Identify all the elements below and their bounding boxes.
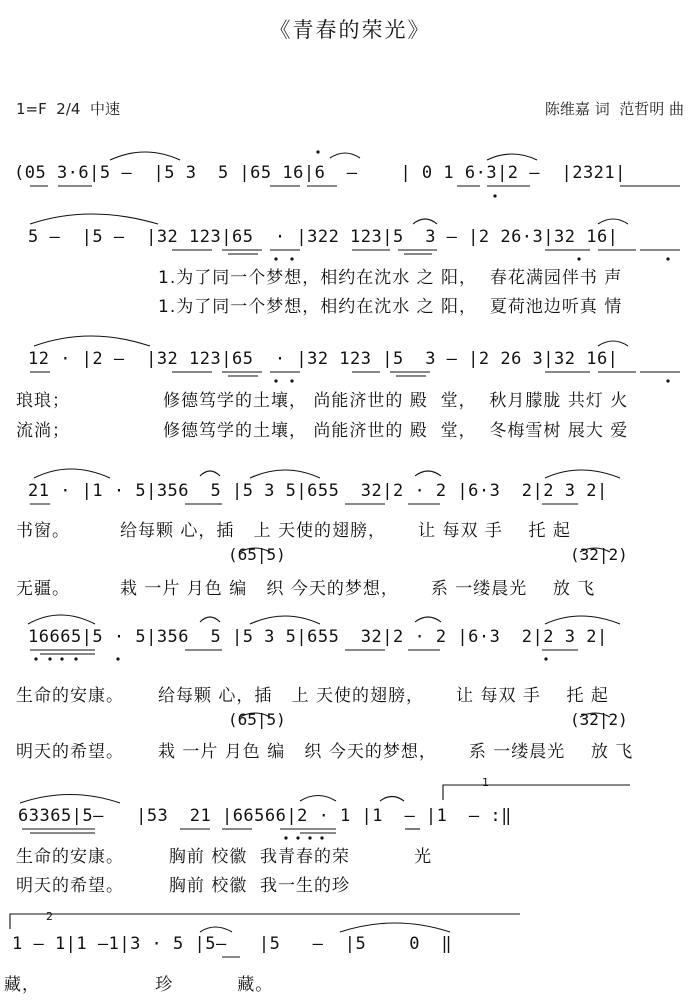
credits: 陈维嘉 词 范哲明 曲 <box>544 100 684 118</box>
lyric-lead: 书窗。 <box>16 521 70 541</box>
lyric-line: 1.为了同一个梦想，相约在沈水 之 阳， 春花满园伴书 声 <box>158 268 623 288</box>
key-tempo: 1=F 2/4 中速 <box>16 100 120 118</box>
score-line-4: 21 · |1 · 5|356 5 |5 3 5|655 32|2 · 2 |6·3 2|2 3 2| <box>28 481 608 501</box>
volta-2-number: 2 <box>46 910 53 923</box>
lyric-lead: 流淌； <box>16 421 70 441</box>
lyric-lead: 明天的希望。 <box>16 742 124 762</box>
alt-notes: (65|5) <box>228 545 286 564</box>
lyric-line: 1.为了同一个梦想，相约在沈水 之 阳， 夏荷池边听真 情 <box>158 297 623 317</box>
score-line-7: 1 — 1|1 —1|3 · 5 |5— |5 — |5 0 ‖ <box>12 934 453 954</box>
song-title: 《青春的荣光》 <box>269 18 431 42</box>
lyric-line: 明天的希望。 胸前 校徽 我一生的珍 <box>16 876 351 896</box>
lyric-line: 生命的安康。 胸前 校徽 我青春的荣 光 <box>16 847 433 867</box>
alt-notes: (32|2) <box>570 545 628 564</box>
alt-notes: (65|5) <box>228 710 286 729</box>
lyric-line: 给每颗 心，插 上 天使的翅膀， 让 每双 手 托 起 <box>158 686 609 706</box>
lyric-line: 给每颗 心，插 上 天使的翅膀， 让 每双 手 托 起 <box>120 521 571 541</box>
lyric-lead: 琅琅； <box>16 391 70 411</box>
score-line-3: 12 · |2 — |32 123|65 · |32 123 |5 3 — |2 26 3|32 16| <box>28 349 619 369</box>
lyric-line: 栽 一片 月色 编 织 今天的梦想， 系 一缕晨光 放 飞 <box>120 579 596 599</box>
lyric-lead: 无疆。 <box>16 579 70 599</box>
score-line-6: 63365|5— |53 21 |66566|2 · 1 |1 — |1 — :‖ <box>18 806 512 826</box>
score-line-2: 5 — |5 — |32 123|65 · |322 123|5 3 — |2 26·3|32 16| <box>28 227 619 247</box>
score-line-5: 16665|5 · 5|356 5 |5 3 5|655 32|2 · 2 |6·3 2|2 3 2| <box>28 627 608 647</box>
score-line-1: (05 3·6|5 — |5 3 5 |65 16|6 — | 0 1 6·3|2 — |2321| <box>14 163 626 183</box>
lyric-line: 藏， 珍 藏。 <box>4 975 274 995</box>
lyric-lead: 生命的安康。 <box>16 686 124 706</box>
lyric-line: 修德笃学的土壤， 尚能济世的 殿 堂， 冬梅雪树 展大 爱 <box>163 421 629 441</box>
lyric-line: 修德笃学的土壤， 尚能济世的 殿 堂， 秋月朦胧 共灯 火 <box>163 391 629 411</box>
alt-notes: (32|2) <box>570 710 628 729</box>
volta-1-number: 1 <box>482 776 489 789</box>
lyric-line: 栽 一片 月色 编 织 今天的梦想， 系 一缕晨光 放 飞 <box>158 742 634 762</box>
